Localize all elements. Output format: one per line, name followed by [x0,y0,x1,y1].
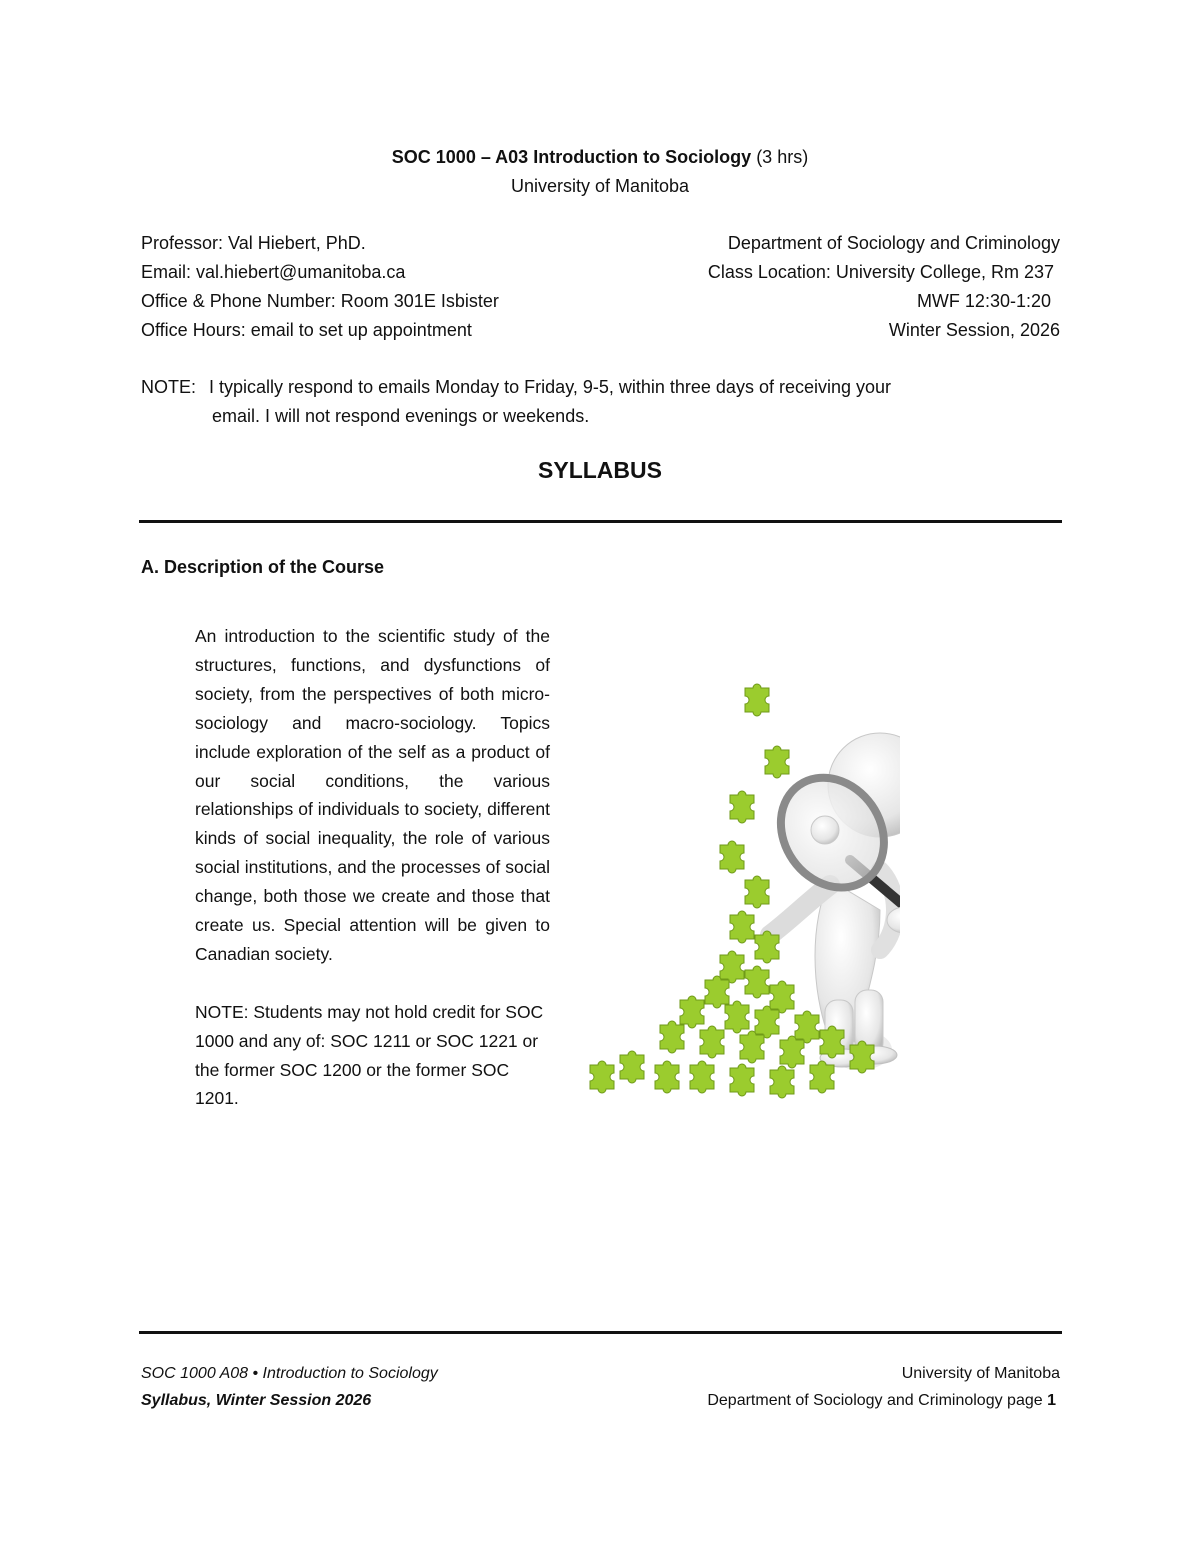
office-phone-line: Office & Phone Number: Room 301E Isbister [141,291,499,311]
footer-divider [139,1331,1062,1334]
office-hours-line: Office Hours: email to set up appointment [141,320,472,340]
section-a-heading: A. Description of the Course [141,557,385,577]
footer-department-label: Department of Sociology and Criminology page [707,1392,1043,1409]
note-line-1: I typically respond to emails Monday to Friday, 9-5, within three days of receiving your [209,377,892,397]
page-number: 1 [1047,1392,1056,1409]
credit-note-paragraph: NOTE: Students may not hold credit for SOC 1000 and any of: SOC 1211 or SOC 1221 or the former SOC 1200 or the former SOC 1201. [195,1001,544,1109]
response-note [141,376,891,398]
class-location-line: Class Location: University College, Rm 237 [707,262,1054,282]
syllabus-title: SYLLABUS [538,457,662,483]
email-line: Email: val.hiebert@umanitoba.ca [141,262,406,282]
footer-department [707,1391,1056,1411]
course-title [0,146,1200,168]
department-line: Department of Sociology and Criminology [727,233,1060,253]
credit-hours: (3 hrs) [751,147,809,167]
session-line: Winter Session, 2026 [888,320,1060,340]
course-description [195,622,550,1113]
figure-magnifying-glass-puzzle-illustration [580,670,900,1130]
description-paragraph: An introduction to the scientific study of the structures, functions, and dysfunctions of society, from the perspectives of both micro-sociology and macro-sociology. Topics include exploration of the self as a product of our social conditions, the various relationships of individuals to society, different kinds of social inequality, the role of various social institutions, and the processes of social change, both those we create and those that create us. Special attention will be given to Canadian society. [195,626,550,964]
professor-line: Professor: Val Hiebert, PhD. [141,233,366,253]
footer-university: University of Manitoba [901,1365,1060,1382]
footer-course: SOC 1000 A08 • Introduction to Sociology [141,1365,438,1382]
top-divider [139,520,1062,523]
footer-syllabus: Syllabus, Winter Session 2026 [141,1392,372,1409]
university-name: University of Manitoba [510,176,690,196]
note-line-2: email. I will not respond evenings or weekends. [212,406,590,426]
note-label: NOTE: [141,377,197,397]
schedule-line: MWF 12:30-1:20 [916,291,1051,311]
course-code: SOC 1000 – A03 Introduction to Sociology [391,147,752,167]
